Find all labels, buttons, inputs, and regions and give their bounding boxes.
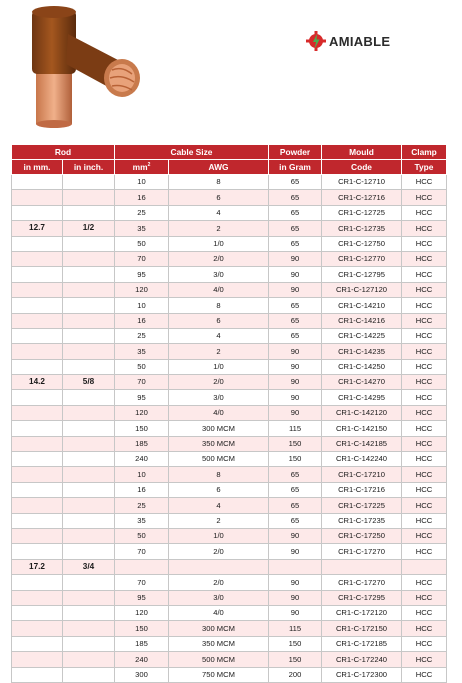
mm2-cell: 16 [115,482,169,497]
clamp-type-cell: HCC [402,590,447,605]
rod-mm-cell [12,175,63,190]
mm2-cell: 240 [115,452,169,467]
mould-code-cell: CR1-C-142150 [322,421,402,436]
powder-cell: 65 [269,328,322,343]
clamp-type-cell: HCC [402,175,447,190]
table-row [12,344,447,359]
awg-cell: 2/0 [169,251,269,266]
mm2-cell: 25 [115,205,169,220]
mm2-cell: 240 [115,652,169,667]
clamp-type-cell: HCC [402,190,447,205]
rod-mm-cell [12,467,63,482]
mould-code-cell: CR1-C-17250 [322,528,402,543]
powder-cell: 115 [269,421,322,436]
awg-cell: 8 [169,298,269,313]
mm2-cell [115,559,169,574]
table-row [12,390,447,405]
powder-cell: 65 [269,205,322,220]
mould-code-cell: CR1-C-17270 [322,575,402,590]
powder-cell: 150 [269,452,322,467]
mm2-cell: 95 [115,267,169,282]
header-in-mm: in mm. [12,160,63,175]
rod-inch-cell [63,267,115,282]
rod-inch-cell [63,544,115,559]
mould-code-cell: CR1-C-14210 [322,298,402,313]
table-row [12,652,447,667]
rod-mm-cell [12,667,63,682]
rod-mm-cell [12,436,63,451]
powder-cell: 65 [269,175,322,190]
rod-mm-cell [12,652,63,667]
mould-code-cell: CR1-C-14225 [322,328,402,343]
header-powder: Powder [269,145,322,160]
mm2-cell: 16 [115,313,169,328]
rod-mm-cell [12,282,63,297]
awg-cell: 3/0 [169,267,269,282]
rod-inch-cell [63,498,115,513]
mm2-cell: 35 [115,344,169,359]
rod-inch-cell [63,390,115,405]
mould-code-cell: CR1-C-12725 [322,205,402,220]
rod-inch-cell [63,667,115,682]
rod-inch-cell [63,405,115,420]
clamp-type-cell: HCC [402,375,447,390]
rod-inch-cell [63,436,115,451]
mould-code-cell: CR1-C-142185 [322,436,402,451]
clamp-type-cell: HCC [402,359,447,374]
mould-code-cell: CR1-C-12795 [322,267,402,282]
clamp-type-cell: HCC [402,452,447,467]
mm2-cell: 120 [115,282,169,297]
header-mm2: $mm^2$ [115,160,169,175]
awg-cell: 3/0 [169,390,269,405]
table-row [12,405,447,420]
clamp-type-cell: HCC [402,544,447,559]
rod-inch-cell [63,282,115,297]
rod-mm-cell [12,421,63,436]
powder-cell: 90 [269,528,322,543]
awg-cell: 1/0 [169,359,269,374]
clamp-type-cell: HCC [402,236,447,251]
table-row [12,205,447,220]
mm2-cell: 50 [115,236,169,251]
powder-cell: 90 [269,405,322,420]
mould-code-cell: CR1-C-12770 [322,251,402,266]
clamp-type-cell: HCC [402,298,447,313]
mould-code-cell: CR1-C-172120 [322,605,402,620]
awg-cell: 350 MCM [169,436,269,451]
mould-code-cell: CR1-C-17295 [322,590,402,605]
mould-code-cell: CR1-C-14295 [322,390,402,405]
mm2-cell: 300 [115,667,169,682]
rod-inch-cell [63,359,115,374]
table-row [12,636,447,651]
rod-inch-cell [63,298,115,313]
rod-mm-cell [12,590,63,605]
mould-code-cell: CR1-C-12716 [322,190,402,205]
powder-cell: 90 [269,344,322,359]
mould-code-cell: CR1-C-172300 [322,667,402,682]
powder-cell: 115 [269,621,322,636]
mm2-cell: 35 [115,513,169,528]
rod-inch-cell [63,652,115,667]
powder-cell: 65 [269,298,322,313]
clamp-type-cell: HCC [402,390,447,405]
clamp-type-cell: HCC [402,205,447,220]
clamp-type-cell: HCC [402,513,447,528]
rod-inch-cell [63,251,115,266]
awg-cell: 4 [169,205,269,220]
rod-mm-cell [12,528,63,543]
mould-code-cell: CR1-C-142240 [322,452,402,467]
mm2-cell: 70 [115,544,169,559]
powder-cell: 90 [269,375,322,390]
table-row [12,436,447,451]
table-row [12,667,447,682]
mm2-cell: 70 [115,251,169,266]
powder-cell: 65 [269,513,322,528]
clamp-type-cell: HCC [402,313,447,328]
clamp-type-cell: HCC [402,328,447,343]
mould-code-cell: CR1-C-17235 [322,513,402,528]
powder-cell: 90 [269,267,322,282]
clamp-type-cell: HCC [402,575,447,590]
rod-inch-cell [63,421,115,436]
rod-mm-cell [12,636,63,651]
rod-inch-cell [63,528,115,543]
table-row [12,575,447,590]
rod-mm-cell [12,482,63,497]
clamp-type-cell: HCC [402,282,447,297]
mould-code-cell: CR1-C-172240 [322,652,402,667]
powder-cell: 150 [269,436,322,451]
table-row [12,282,447,297]
table-row [12,513,447,528]
mm2-cell: 70 [115,375,169,390]
header-awg: AWG [169,160,269,175]
group-header-row [12,145,447,160]
rod-inch-cell: 5/8 [63,375,115,390]
mm2-cell: 185 [115,436,169,451]
rod-inch-cell [63,467,115,482]
rod-inch-cell [63,621,115,636]
awg-cell: 500 MCM [169,652,269,667]
rod-mm-cell [12,405,63,420]
table-row [12,621,447,636]
mould-code-cell: CR1-C-17216 [322,482,402,497]
powder-cell: 90 [269,282,322,297]
mould-code-cell: CR1-C-12750 [322,236,402,251]
rod-mm-cell [12,205,63,220]
mm2-cell: 25 [115,328,169,343]
mm2-cell: 16 [115,190,169,205]
mould-code-cell: CR1-C-12710 [322,175,402,190]
mould-code-cell: CR1-C-14270 [322,375,402,390]
mould-code-cell: CR1-C-172185 [322,636,402,651]
rod-mm-cell: 12.7 [12,221,63,236]
rod-inch-cell: 3/4 [63,559,115,574]
clamp-type-cell: HCC [402,636,447,651]
rod-inch-cell [63,328,115,343]
table-row [12,359,447,374]
awg-cell: 1/0 [169,236,269,251]
table-row [12,375,447,390]
rod-mm-cell: 14.2 [12,375,63,390]
rod-mm-cell [12,390,63,405]
rod-mm-cell [12,513,63,528]
rod-inch-cell [63,590,115,605]
clamp-type-cell: HCC [402,436,447,451]
awg-cell [169,559,269,574]
mm2-cell: 150 [115,621,169,636]
clamp-type-cell: HCC [402,667,447,682]
brand-name: AMIABLE [329,33,391,49]
clamp-type-cell: HCC [402,421,447,436]
mm2-cell: 25 [115,498,169,513]
table-row [12,498,447,513]
mm2-cell: 10 [115,467,169,482]
clamp-type-cell: HCC [402,221,447,236]
awg-cell: 4/0 [169,605,269,620]
clamp-type-cell: HCC [402,267,447,282]
awg-cell: 4 [169,328,269,343]
rod-inch-cell [63,605,115,620]
mm2-cell: 150 [115,421,169,436]
powder-cell: 65 [269,313,322,328]
powder-cell: 90 [269,359,322,374]
clamp-type-cell: HCC [402,605,447,620]
clamp-type-cell: HCC [402,482,447,497]
rod-inch-cell [63,190,115,205]
table-row [12,236,447,251]
powder-cell: 150 [269,636,322,651]
powder-cell: 200 [269,667,322,682]
mm2-cell: 50 [115,528,169,543]
mould-code-cell: CR1-C-17270 [322,544,402,559]
rod-inch-cell: 1/2 [63,221,115,236]
sub-header-row [12,160,447,175]
rod-inch-cell [63,575,115,590]
clamp-type-cell: HCC [402,528,447,543]
awg-cell: 300 MCM [169,421,269,436]
rod-inch-cell [63,452,115,467]
powder-cell: 65 [269,498,322,513]
rod-mm-cell [12,359,63,374]
rod-mm-cell [12,251,63,266]
header-rod: Rod [12,145,115,160]
rod-mm-cell [12,498,63,513]
rod-inch-cell [63,636,115,651]
awg-cell: 6 [169,482,269,497]
awg-cell: 1/0 [169,528,269,543]
mm2-cell: 120 [115,605,169,620]
table-row [12,482,447,497]
awg-cell: 2/0 [169,375,269,390]
mm2-cell: 95 [115,390,169,405]
mm2-cell: 120 [115,405,169,420]
spec-table [11,144,447,683]
rod-mm-cell: 17.2 [12,559,63,574]
powder-cell: 90 [269,605,322,620]
mm2-cell: 10 [115,298,169,313]
mould-code-cell: CR1-C-12735 [322,221,402,236]
table-row [12,190,447,205]
table-row [12,267,447,282]
powder-cell: 90 [269,575,322,590]
mould-code-cell: CR1-C-17210 [322,467,402,482]
clamp-type-cell: HCC [402,251,447,266]
awg-cell: 8 [169,467,269,482]
mould-code-cell: CR1-C-14235 [322,344,402,359]
rod-mm-cell [12,313,63,328]
powder-cell: 90 [269,544,322,559]
rod-mm-cell [12,190,63,205]
clamp-type-cell: HCC [402,498,447,513]
rod-mm-cell [12,575,63,590]
rod-mm-cell [12,605,63,620]
table-row [12,251,447,266]
powder-cell: 65 [269,236,322,251]
powder-cell: 65 [269,221,322,236]
table-row [12,467,447,482]
awg-cell: 4/0 [169,405,269,420]
table-row [12,452,447,467]
mould-code-cell: CR1-C-172150 [322,621,402,636]
mm2-cell: 50 [115,359,169,374]
awg-cell: 8 [169,175,269,190]
rod-inch-cell [63,313,115,328]
awg-cell: 4 [169,498,269,513]
table-row [12,313,447,328]
rod-mm-cell [12,344,63,359]
powder-cell: 65 [269,467,322,482]
table-row [12,175,447,190]
header-code: Code [322,160,402,175]
clamp-type-cell: HCC [402,652,447,667]
product-image [22,4,152,130]
mm2-cell: 70 [115,575,169,590]
table-row [12,590,447,605]
rod-mm-cell [12,236,63,251]
awg-cell: 6 [169,190,269,205]
powder-cell: 90 [269,390,322,405]
gear-lightning-icon [306,30,326,52]
rod-mm-cell [12,621,63,636]
mould-code-cell: CR1-C-14216 [322,313,402,328]
clamp-type-cell: HCC [402,621,447,636]
awg-cell: 2 [169,221,269,236]
mould-code-cell: CR1-C-17225 [322,498,402,513]
powder-cell: 150 [269,652,322,667]
mould-code-cell: CR1-C-142120 [322,405,402,420]
awg-cell: 750 MCM [169,667,269,682]
clamp-type-cell [402,559,447,574]
awg-cell: 2/0 [169,544,269,559]
awg-cell: 350 MCM [169,636,269,651]
rod-inch-cell [63,482,115,497]
brand-logo [306,28,390,54]
rod-inch-cell [63,344,115,359]
awg-cell: 2/0 [169,575,269,590]
table-row [12,559,447,574]
rod-inch-cell [63,513,115,528]
clamp-type-cell: HCC [402,467,447,482]
rod-inch-cell [63,175,115,190]
powder-cell: 65 [269,482,322,497]
rod-mm-cell [12,452,63,467]
awg-cell: 3/0 [169,590,269,605]
table-row [12,544,447,559]
rod-mm-cell [12,544,63,559]
mm2-cell: 35 [115,221,169,236]
powder-cell [269,559,322,574]
rod-mm-cell [12,298,63,313]
awg-cell: 2 [169,513,269,528]
awg-cell: 6 [169,313,269,328]
header-mould: Mould [322,145,402,160]
rod-inch-cell [63,236,115,251]
rod-mm-cell [12,328,63,343]
awg-cell: 4/0 [169,282,269,297]
mm2-cell: 10 [115,175,169,190]
header-cable-size: Cable Size [115,145,269,160]
awg-cell: 2 [169,344,269,359]
awg-cell: 300 MCM [169,621,269,636]
rod-inch-cell [63,205,115,220]
table-row [12,298,447,313]
clamp-type-cell: HCC [402,344,447,359]
header-clamp: Clamp [402,145,447,160]
powder-cell: 90 [269,590,322,605]
mould-code-cell: CR1-C-14250 [322,359,402,374]
powder-cell: 65 [269,190,322,205]
table-row [12,328,447,343]
table-row [12,605,447,620]
rod-mm-cell [12,267,63,282]
table-row [12,421,447,436]
table-row [12,221,447,236]
mould-code-cell [322,559,402,574]
mm2-cell: 185 [115,636,169,651]
powder-cell: 90 [269,251,322,266]
awg-cell: 500 MCM [169,452,269,467]
mould-code-cell: CR1-C-127120 [322,282,402,297]
mm2-cell: 95 [115,590,169,605]
clamp-type-cell: HCC [402,405,447,420]
header-in-gram: in Gram [269,160,322,175]
header-in-inch: in inch. [63,160,115,175]
table-row [12,528,447,543]
header-type: Type [402,160,447,175]
